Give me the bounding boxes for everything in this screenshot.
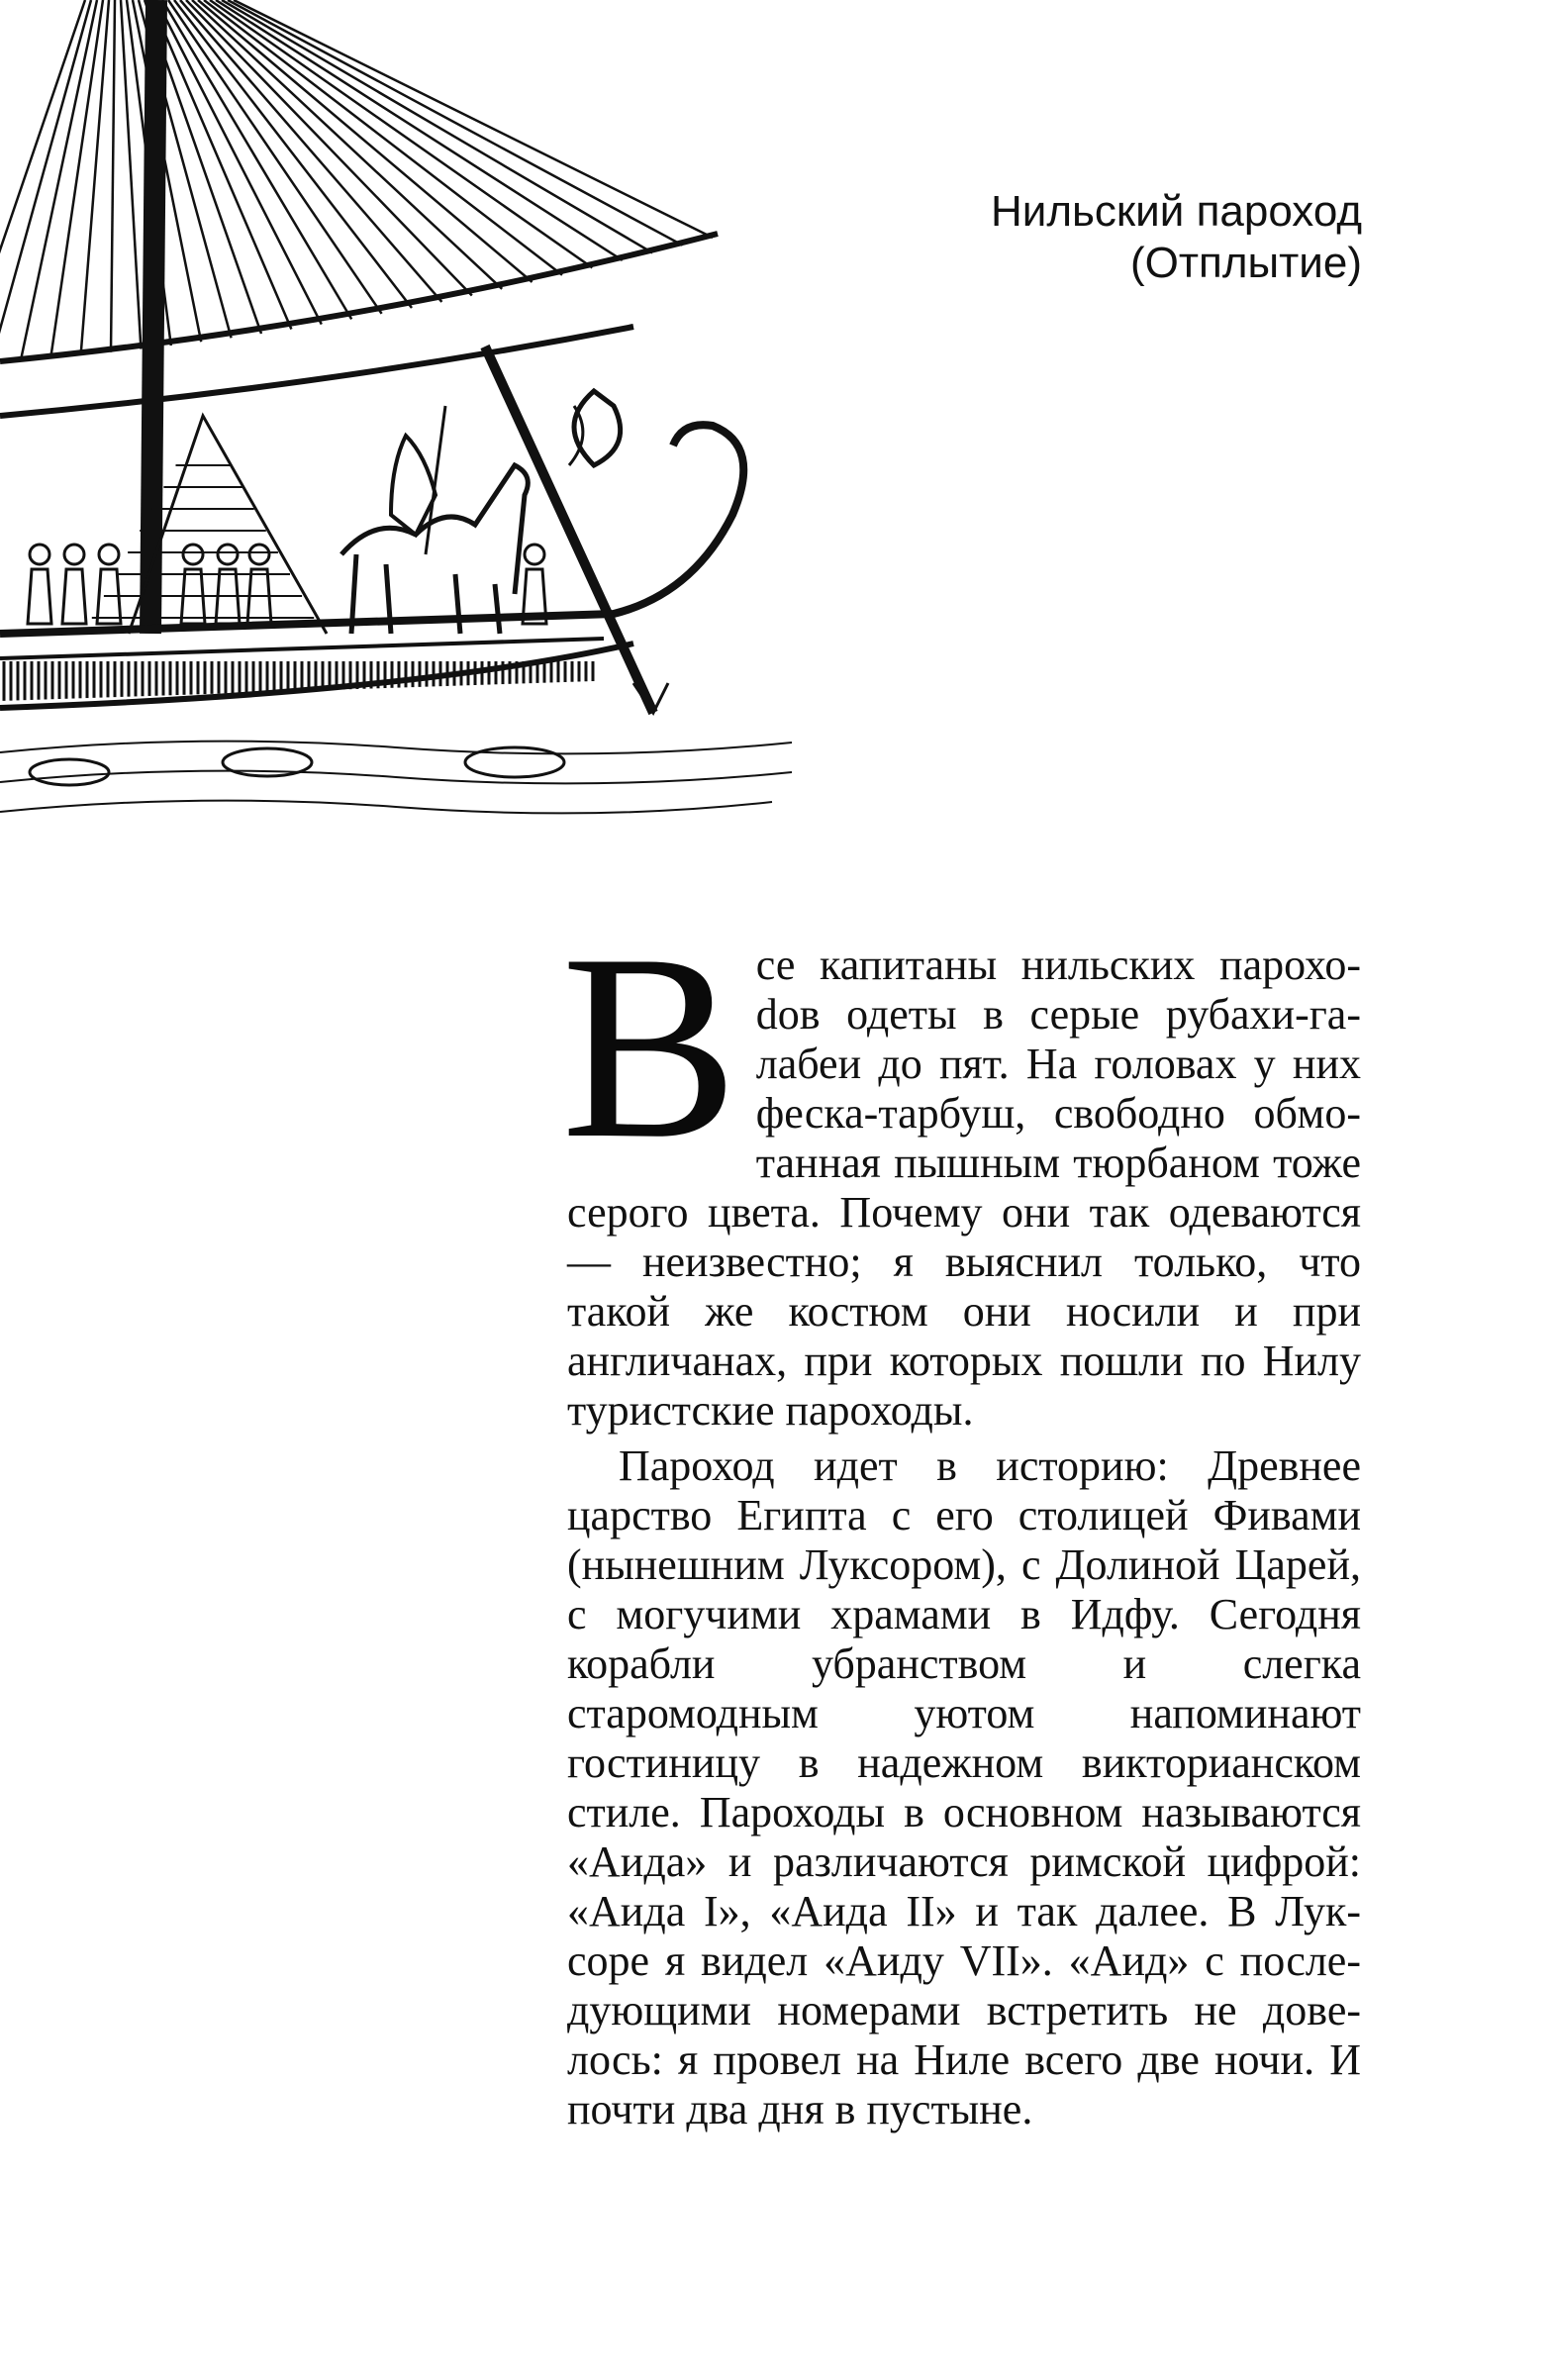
caption-line-2: (Отплытие) [1129,239,1362,287]
nile-steamer-illustration [0,0,812,837]
drop-cap: В [561,899,738,1193]
paragraph-1: се капитаны нильских парохоdов одеты в серые рубахи-галабеи до пят. На головах у них феска-тарбуш, свободно обмотанная пышным тюрбаном тоже серого цвета. Почему они так одеваются — неизвестно; я выяснил только, что такой же костюм они носили и при англичанах, при которых пошли по Нилу туристские пароходы. [567,941,1361,1435]
paragraph-2: Пароход идет в историю: Древнее царство Египта с его столицей Фивами (нынешним Луксором), с Долиной Царей, с могучими храмами в Идфу. Сегодня корабли убранством и слегка старомодным уютом напоминают гостиницу в надежном викторианском стиле. Пароходы в основном называются «Аида» и различаются римской цифрой: «Аида I», «Аида II» и так далее. В Луксоре я видел «Аиду VII». «Аид» с последующими номерами встретить не довелось: я провел на Ниле всего две ночи. И почти два дня в пустыне. [567,1441,1361,2133]
article-body [561,899,1361,2134]
caption-line-1: Нильский пароход [990,187,1362,236]
illustration-caption [792,186,1362,289]
